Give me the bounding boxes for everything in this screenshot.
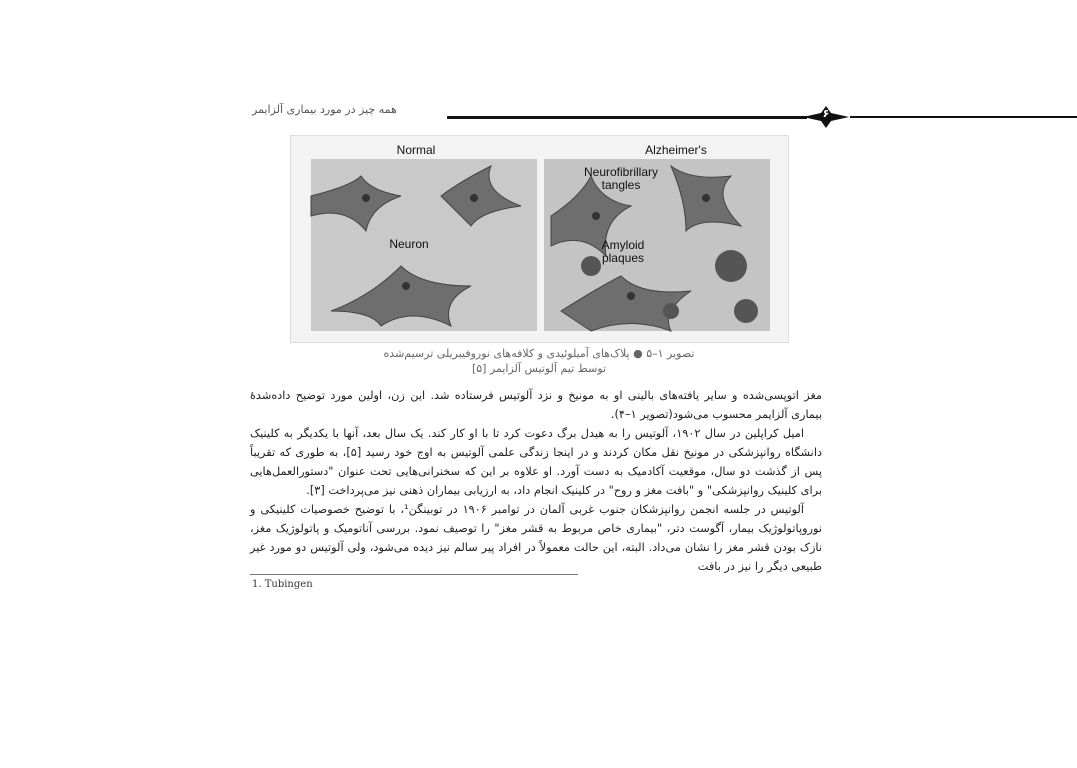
paragraph-2: امیل کراپلین در سال ۱۹۰۲، آلوتیس را به هیدل برگ دعوت کرد تا با او کار کند. یک سال بعد، آنها با یکدیگر به کلینیک دانشگاه روانپزشکی در مونیخ نقل مکان کردند و در اینجا زندگی علمی آلوتیس به اوج خود رسید [۵]، به طوری که تقریباً پس از گذشت دو سال، موقعیت آکادمیک به دست آورد. او علاوه بر این که سخنرانی‌هایی تحت عنوان "دستورالعمل‌هایی برای کلینیک روانپزشکی" و "بافت مغز و روح" در کلینیک انجام داد، به ارزیابی بیماران ذهنی نیز می‌پرداخت [۳]. [250,427,822,497]
panel-title-alzheimers: Alzheimer's [645,143,707,157]
label-tangles-2: tangles [601,178,641,192]
label-tangles-1: Neurofibrillary [583,165,659,179]
caption-line-2: توسط تیم آلوتیس آلزایمر [۵] [471,362,607,375]
panel-title-normal: Normal [396,143,436,157]
label-neuron: Neuron [389,237,429,251]
header-rule [447,116,807,119]
label-plaques-1: Amyloid [601,238,645,252]
label-plaques-2: plaques [601,251,645,265]
running-title: همه چیز در مورد بیماری آلزایمر [252,103,397,116]
neuron-illustration [291,136,788,342]
page-number-badge [803,104,849,130]
caption-line-1: تصویر ۱–۵ ● پلاک‌های آمیلوئیدی و کلافه‌های نوروفیبریلی ترسیم‌شده [383,347,695,360]
paragraph-1: مغز اتوپسی‌شده و سایر یافته‌های بالینی او به مونیخ و نزد آلوتیس فرستاده شد. این زن، اولین مورد توضیح داده‌شدهٔ بیماری آلزایمر محسوب می‌شود(تصویر ۱–۴). [250,389,822,421]
figure-neurons [290,135,789,343]
footnote: 1. Tubingen [252,579,313,590]
footnote-rule [250,574,578,575]
body-text [250,386,822,576]
paragraph-3: آلوتیس در جلسه انجمن روانپزشکان جنوب غربی آلمان در توامبر ۱۹۰۶ در توبینگن¹، با توضیح خصوصیات کلینیکی و نوروپاتولوژیک بیمار، آگوست دتر، "بیماری خاص مربوط به قشر مغز" را توصیف نمود. بررسی آناتومیک و پاتولوژیک مغز، نازک بودن قشر مغز را نشان می‌داد. البته، این حالت معمولاً در افراد پیر سالم نیز دیده می‌شود، ولی آلوتیس دو مورد غیر طبیعی دیگر را نیز در بافت [250,503,822,573]
page-number: ۶ [822,107,830,120]
figure-caption [250,346,828,376]
header-rule-right [850,116,1077,118]
